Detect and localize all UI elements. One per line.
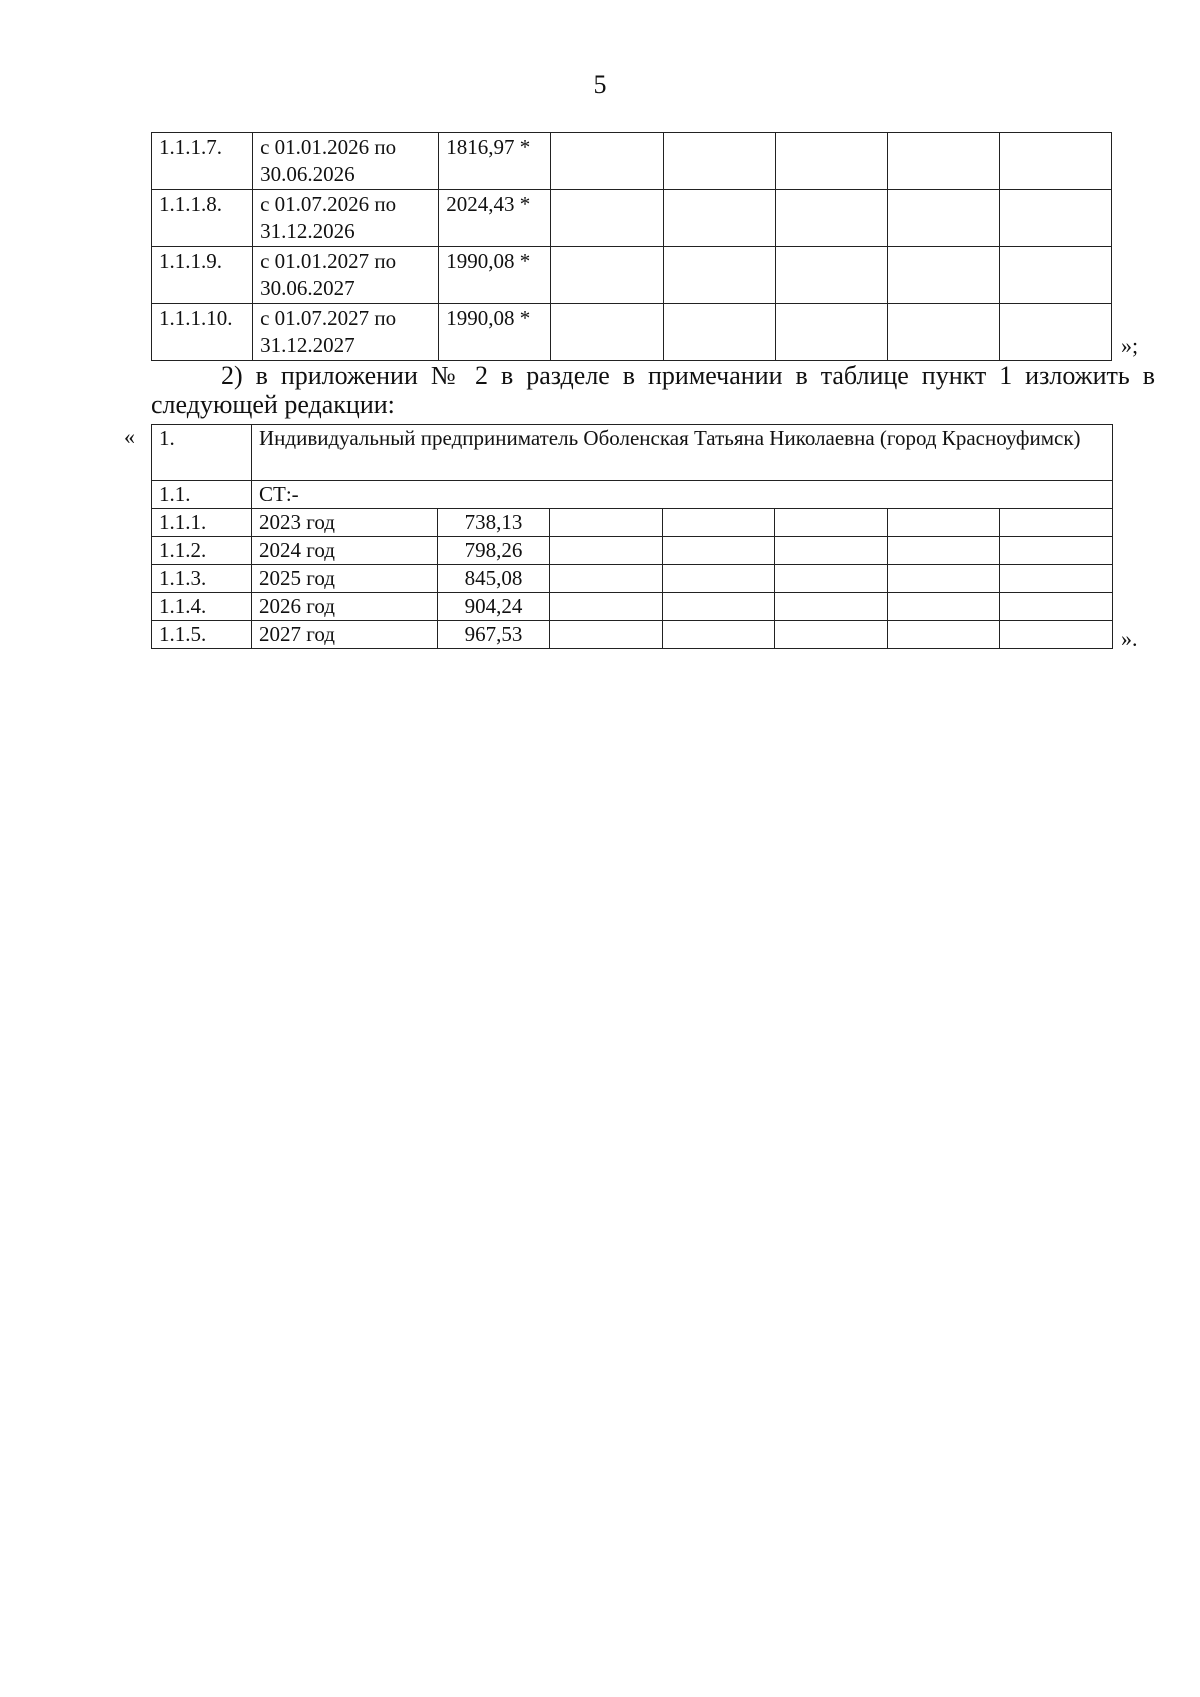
row-year: 2024 год (252, 537, 438, 565)
sub-number: 1.1. (152, 481, 252, 509)
row-value: 1816,97 * (439, 133, 551, 190)
row-number: 1.1.1. (152, 509, 252, 537)
empty-cell (888, 593, 1000, 621)
tariff-table-new (151, 424, 1113, 649)
empty-cell (775, 565, 888, 593)
table-row (152, 133, 1112, 190)
empty-cell (663, 537, 775, 565)
empty-cell (1000, 509, 1113, 537)
row-number: 1.1.1.8. (152, 190, 253, 247)
empty-cell (888, 509, 1000, 537)
empty-cell (775, 304, 887, 361)
empty-cell (551, 304, 663, 361)
row-number: 1.1.3. (152, 565, 252, 593)
row-period: с 01.01.2027 по 30.06.2027 (253, 247, 439, 304)
empty-cell (775, 247, 887, 304)
row-number: 1.1.1.7. (152, 133, 253, 190)
table-sub-row (152, 481, 1113, 509)
table-header-row (152, 425, 1113, 481)
table-row (152, 593, 1113, 621)
row-period: с 01.07.2027 по 31.12.2027 (253, 304, 439, 361)
row-period: с 01.01.2026 по 30.06.2026 (253, 133, 439, 190)
row-period: с 01.07.2026 по 31.12.2026 (253, 190, 439, 247)
empty-cell (550, 509, 663, 537)
row-value: 904,24 (438, 593, 550, 621)
empty-cell (999, 304, 1111, 361)
empty-cell (887, 247, 999, 304)
row-year: 2025 год (252, 565, 438, 593)
opening-quote-2: « (124, 424, 135, 449)
row-number: 1.1.1.9. (152, 247, 253, 304)
empty-cell (888, 621, 1000, 649)
row-year: 2026 год (252, 593, 438, 621)
closing-quote-1: »; (1121, 333, 1139, 358)
empty-cell (550, 537, 663, 565)
row-value: 798,26 (438, 537, 550, 565)
table-row (152, 190, 1112, 247)
empty-cell (663, 621, 775, 649)
empty-cell (663, 565, 775, 593)
empty-cell (1000, 565, 1113, 593)
sub-title: СТ:- (252, 481, 1113, 509)
row-value: 1990,08 * (439, 304, 551, 361)
empty-cell (663, 509, 775, 537)
row-value: 738,13 (438, 509, 550, 537)
empty-cell (775, 509, 888, 537)
empty-cell (663, 190, 775, 247)
row-number: 1.1.5. (152, 621, 252, 649)
empty-cell (775, 190, 887, 247)
row-number: 1.1.2. (152, 537, 252, 565)
row-year: 2027 год (252, 621, 438, 649)
empty-cell (1000, 593, 1113, 621)
table-row (152, 537, 1113, 565)
empty-cell (775, 593, 888, 621)
empty-cell (551, 190, 663, 247)
row-value: 845,08 (438, 565, 550, 593)
header-title: Индивидуальный предприниматель Оболенская Татьяна Николаевна (город Красноуфимск) (252, 425, 1113, 481)
table-row (152, 621, 1113, 649)
empty-cell (775, 133, 887, 190)
empty-cell (551, 133, 663, 190)
table-row (152, 247, 1112, 304)
page-number: 5 (593, 70, 607, 99)
empty-cell (887, 304, 999, 361)
empty-cell (775, 621, 888, 649)
empty-cell (887, 190, 999, 247)
empty-cell (999, 190, 1111, 247)
row-value: 1990,08 * (439, 247, 551, 304)
empty-cell (1000, 537, 1113, 565)
empty-cell (887, 133, 999, 190)
table-row (152, 304, 1112, 361)
amendment-paragraph: 2) в приложении № 2 в разделе в примечании в таблице пункт 1 изложить в следующей редакции: (151, 361, 1155, 419)
table-row (152, 509, 1113, 537)
tariff-table-continued (151, 132, 1112, 361)
empty-cell (663, 304, 775, 361)
empty-cell (888, 565, 1000, 593)
empty-cell (999, 247, 1111, 304)
empty-cell (663, 133, 775, 190)
empty-cell (550, 593, 663, 621)
header-number: 1. (152, 425, 252, 481)
row-number: 1.1.1.10. (152, 304, 253, 361)
empty-cell (663, 593, 775, 621)
row-value: 2024,43 * (439, 190, 551, 247)
closing-quote-2: ». (1121, 626, 1138, 651)
empty-cell (663, 247, 775, 304)
empty-cell (999, 133, 1111, 190)
empty-cell (550, 621, 663, 649)
table-row (152, 565, 1113, 593)
row-number: 1.1.4. (152, 593, 252, 621)
empty-cell (775, 537, 888, 565)
row-value: 967,53 (438, 621, 550, 649)
empty-cell (888, 537, 1000, 565)
empty-cell (551, 247, 663, 304)
row-year: 2023 год (252, 509, 438, 537)
empty-cell (1000, 621, 1113, 649)
empty-cell (550, 565, 663, 593)
